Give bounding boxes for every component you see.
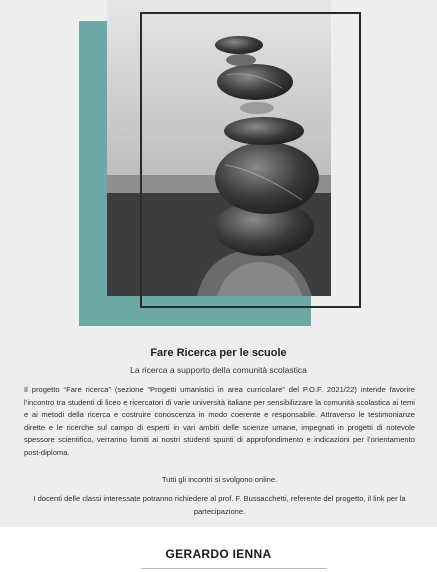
decorative-frame: [140, 12, 361, 308]
speaker-name: GERARDO IENNA: [165, 547, 272, 561]
project-description: Il progetto “Fare ricerca” (sezione “Progetti umanistici in area curricolare” del P.O.F. 2021/22) intende favorire l’incontro tra studenti di liceo e ricercatori di varie università italiane per sensibilizzare la comunità scolastica ai temi e ai metodi della ricerca e costruire conoscenza in modo coerente e responsabile. Attraverso le testimonianze dirette e le ricerche sul campo di esperti in vari ambiti delle scienze umane, impegnati in progetti di notevole spessore scientifico, verranno forniti ai nostri studenti spunti di approfondimento e indicazioni per l’orientamento post-diploma.: [24, 385, 415, 457]
page-title: Fare Ricerca per le scuole: [150, 347, 287, 359]
page-subtitle: La ricerca a supporto della comunità scolastica: [130, 365, 307, 375]
online-note: Tutti gli incontri si svolgono online.: [161, 475, 278, 484]
contact-note: I docenti delle classi interessate potranno richiedere al prof. F. Bussacchetti, referente del progetto, il link per la partecipazione.: [33, 494, 406, 516]
speaker-divider: [141, 568, 327, 569]
